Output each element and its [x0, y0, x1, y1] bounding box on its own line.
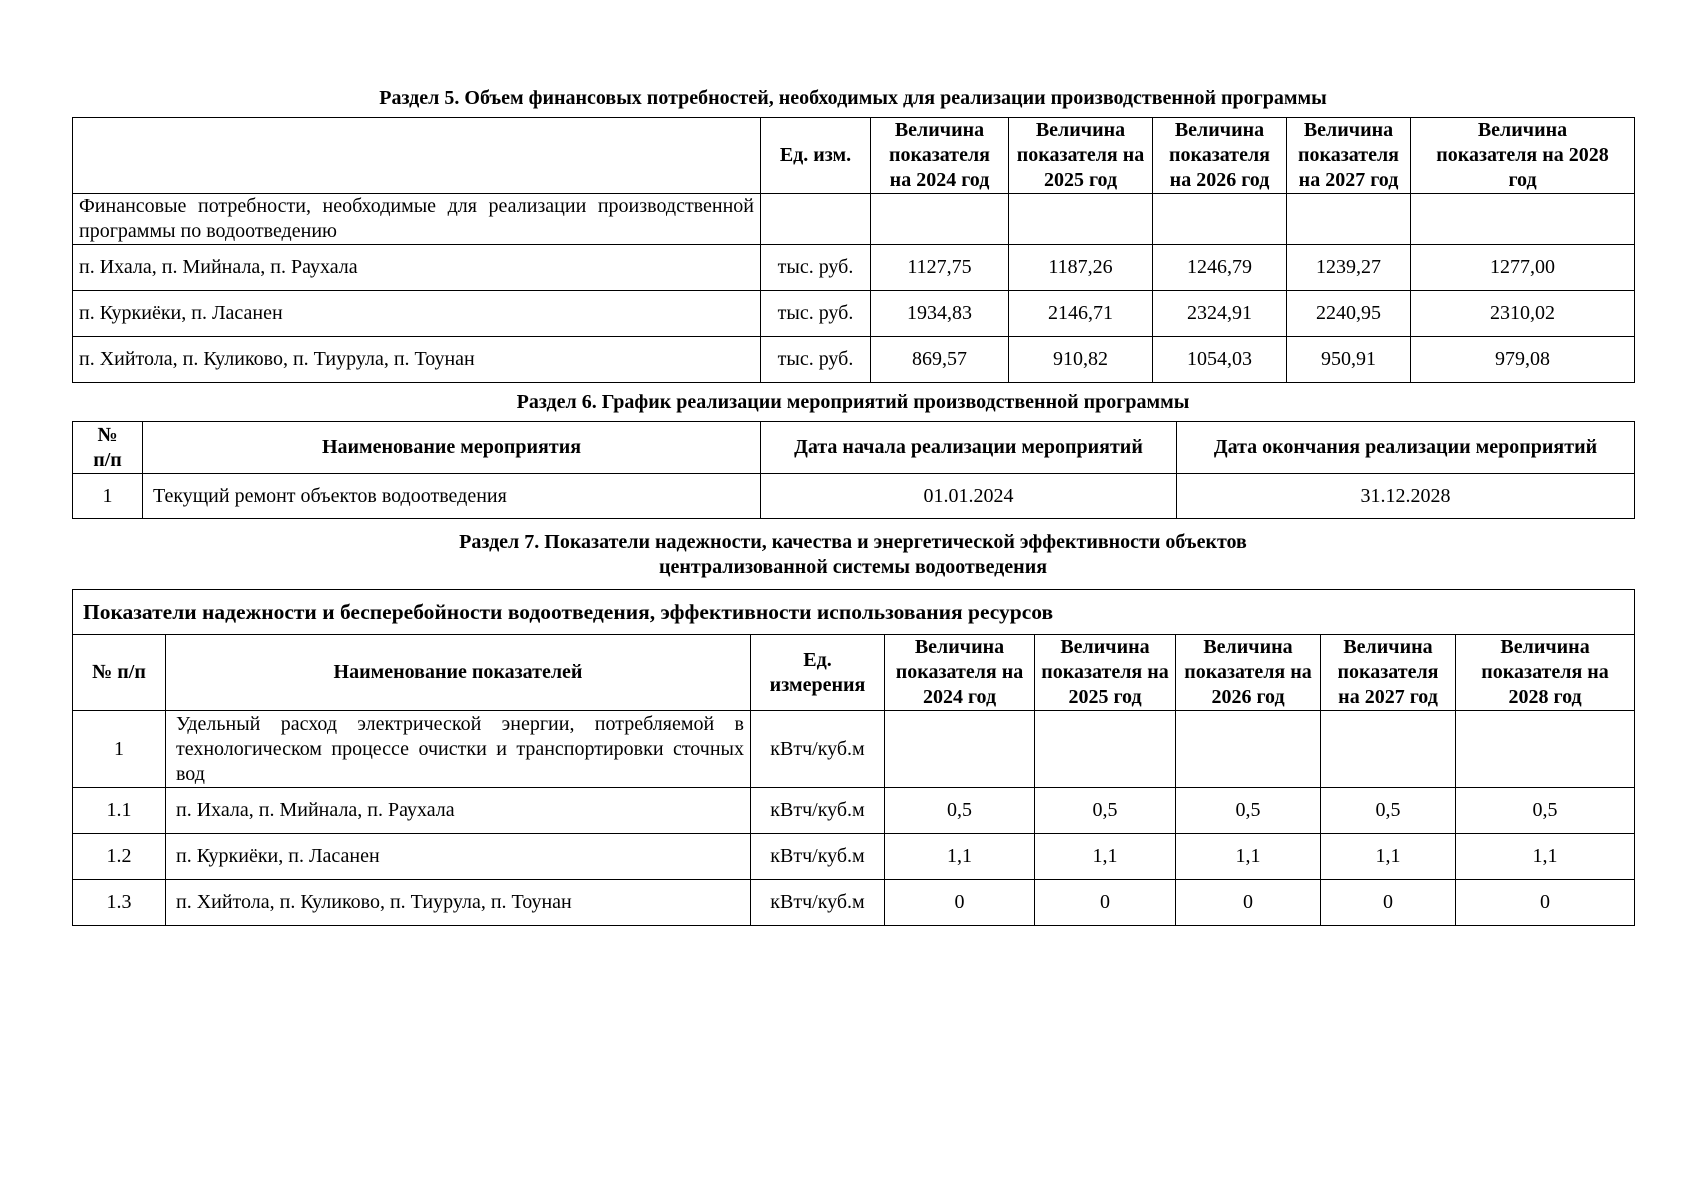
header-year-2024: Величина показателя на 2024 год: [885, 635, 1035, 711]
row-name: п. Ихала, п. Мийнала, п. Раухала: [73, 245, 761, 291]
header-end: Дата окончания реализации мероприятий: [1177, 422, 1635, 474]
table-row: [73, 834, 1635, 880]
row-num: 1.3: [73, 880, 166, 926]
row-value: 2324,91: [1153, 291, 1287, 337]
empty-cell: [1321, 711, 1456, 788]
empty-cell: [1153, 194, 1287, 245]
row-unit: кВтч/куб.м: [751, 834, 885, 880]
header-year-2024: Величина показателя на 2024 год: [871, 118, 1009, 194]
header-year-2028: Величина показателя на 2028 год: [1411, 118, 1635, 194]
row-value: 0,5: [1035, 788, 1176, 834]
row-value: 0,5: [1321, 788, 1456, 834]
band-title: Показатели надежности и бесперебойности водоотведения, эффективности использования ресурсов: [73, 590, 1635, 635]
row-value: 869,57: [871, 337, 1009, 383]
row-value: 1934,83: [871, 291, 1009, 337]
section7-title-line1: Раздел 7. Показатели надежности, качества и энергетической эффективности объектов: [459, 531, 1247, 553]
empty-cell: [885, 711, 1035, 788]
row-value: 979,08: [1411, 337, 1635, 383]
row-value: 910,82: [1009, 337, 1153, 383]
section6-title: Раздел 6. График реализации мероприятий производственной программы: [516, 391, 1190, 413]
row-value: 1,1: [1176, 834, 1321, 880]
intro-cell: Финансовые потребности, необходимые для реализации производственной программы по водоотведению: [73, 194, 761, 245]
row-name: Текущий ремонт объектов водоотведения: [143, 474, 761, 519]
row-value: 1187,26: [1009, 245, 1153, 291]
row-value: 0,5: [1176, 788, 1321, 834]
header-year-2027: Величина показателя на 2027 год: [1287, 118, 1411, 194]
row-value: 1,1: [885, 834, 1035, 880]
row-num: 1: [73, 711, 166, 788]
table-header-row: [73, 118, 1635, 194]
empty-cell: [1035, 711, 1176, 788]
empty-cell: [1176, 711, 1321, 788]
row-value: 950,91: [1287, 337, 1411, 383]
row-value: 0: [1176, 880, 1321, 926]
header-name: Наименование мероприятия: [143, 422, 761, 474]
schedule-table: [72, 421, 1635, 519]
header-unit: Ед. измерения: [751, 635, 885, 711]
section5-title: Раздел 5. Объем финансовых потребностей, необходимых для реализации производственной программы: [379, 87, 1327, 109]
header-year-2025: Величина показателя на 2025 год: [1009, 118, 1153, 194]
header-year-2026: Величина показателя на 2026 год: [1153, 118, 1287, 194]
header-year-2027: Величина показателя на 2027 год: [1321, 635, 1456, 711]
row-name: п. Хийтола, п. Куликово, п. Тиурула, п. Тоунан: [73, 337, 761, 383]
row-unit: тыс. руб.: [761, 291, 871, 337]
empty-cell: [1411, 194, 1635, 245]
row-value: 2240,95: [1287, 291, 1411, 337]
table-header-row: [73, 422, 1635, 474]
row-num: 1.1: [73, 788, 166, 834]
header-name: [73, 118, 761, 194]
row-value: 0,5: [885, 788, 1035, 834]
row-start: 01.01.2024: [761, 474, 1177, 519]
header-year-2025: Величина показателя на 2025 год: [1035, 635, 1176, 711]
row-value: 0: [1035, 880, 1176, 926]
header-num: № п/п: [73, 635, 166, 711]
row-num: 1.2: [73, 834, 166, 880]
table-row: [73, 194, 1635, 245]
row-value: 1,1: [1321, 834, 1456, 880]
row-value: 0,5: [1456, 788, 1635, 834]
section7-title: [72, 530, 1634, 580]
row-value: 0: [1321, 880, 1456, 926]
section7-title-line2: централизованной системы водоотведения: [658, 556, 1048, 578]
row-value: 1246,79: [1153, 245, 1287, 291]
row-value: 2146,71: [1009, 291, 1153, 337]
table-header-row: [73, 635, 1635, 711]
table-row: [73, 788, 1635, 834]
row-end: 31.12.2028: [1177, 474, 1635, 519]
row-value: 1127,75: [871, 245, 1009, 291]
row-value: 2310,02: [1411, 291, 1635, 337]
header-num: № п/п: [73, 422, 143, 474]
empty-cell: [1456, 711, 1635, 788]
row-value: 0: [1456, 880, 1635, 926]
row-value: 1,1: [1456, 834, 1635, 880]
table-row: [73, 291, 1635, 337]
financial-needs-table: [72, 117, 1635, 383]
header-start: Дата начала реализации мероприятий: [761, 422, 1177, 474]
row-unit: кВтч/куб.м: [751, 880, 885, 926]
row-value: 1239,27: [1287, 245, 1411, 291]
header-year-2028: Величина показателя на 2028 год: [1456, 635, 1635, 711]
header-year-2026: Величина показателя на 2026 год: [1176, 635, 1321, 711]
header-unit: Ед. изм.: [761, 118, 871, 194]
table-row: [73, 474, 1635, 519]
row-unit: тыс. руб.: [761, 245, 871, 291]
document-page: [72, 86, 1634, 926]
row-value: 1277,00: [1411, 245, 1635, 291]
row-value: 0: [885, 880, 1035, 926]
row-name: п. Куркиёки, п. Ласанен: [166, 834, 751, 880]
table-row: [73, 337, 1635, 383]
row-name: Удельный расход электрической энергии, потребляемой в технологическом процессе очистки и транспортировки сточных вод: [166, 711, 751, 788]
row-unit: кВтч/куб.м: [751, 788, 885, 834]
row-unit: тыс. руб.: [761, 337, 871, 383]
table-row: [73, 711, 1635, 788]
empty-cell: [1287, 194, 1411, 245]
row-num: 1: [73, 474, 143, 519]
empty-cell: [1009, 194, 1153, 245]
table-band-row: [73, 590, 1635, 635]
row-name: п. Хийтола, п. Куликово, п. Тиурула, п. Тоунан: [166, 880, 751, 926]
table-row: [73, 880, 1635, 926]
row-name: п. Куркиёки, п. Ласанен: [73, 291, 761, 337]
empty-cell: [761, 194, 871, 245]
row-unit: кВтч/куб.м: [751, 711, 885, 788]
row-value: 1,1: [1035, 834, 1176, 880]
indicators-table: [72, 589, 1635, 926]
table-row: [73, 245, 1635, 291]
empty-cell: [871, 194, 1009, 245]
row-name: п. Ихала, п. Мийнала, п. Раухала: [166, 788, 751, 834]
header-name: Наименование показателей: [166, 635, 751, 711]
row-value: 1054,03: [1153, 337, 1287, 383]
